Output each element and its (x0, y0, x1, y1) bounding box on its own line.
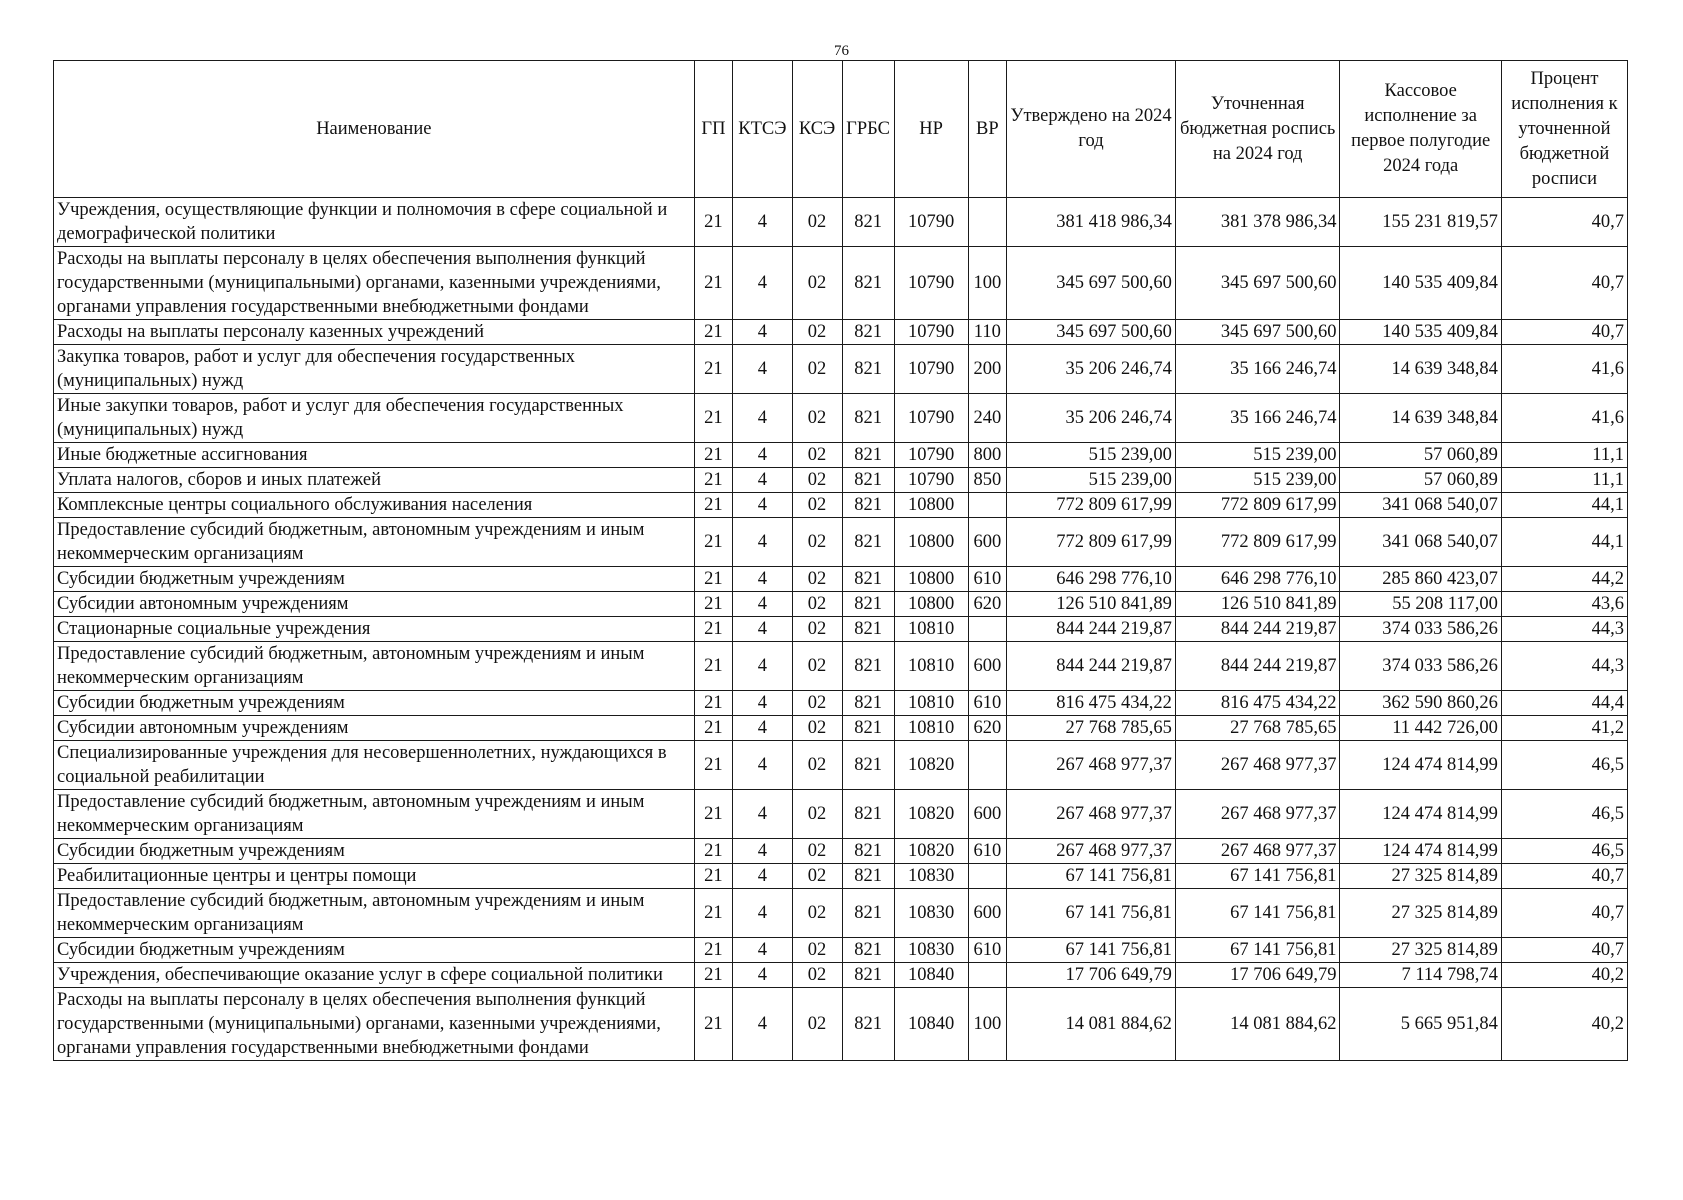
cell-ktse: 4 (733, 518, 792, 567)
cell-grbs: 821 (842, 198, 894, 247)
cell-grbs: 821 (842, 394, 894, 443)
cell-gp: 21 (694, 443, 733, 468)
cell-kse: 02 (792, 567, 842, 592)
cell-ktse: 4 (733, 198, 792, 247)
cell-executed: 124 474 814,99 (1340, 741, 1501, 790)
cell-kse: 02 (792, 394, 842, 443)
cell-refined: 772 809 617,99 (1175, 518, 1340, 567)
cell-kse: 02 (792, 938, 842, 963)
cell-percent: 40,2 (1501, 988, 1627, 1061)
cell-nr: 10840 (894, 988, 968, 1061)
cell-kse: 02 (792, 790, 842, 839)
cell-gp: 21 (694, 320, 733, 345)
cell-percent: 46,5 (1501, 839, 1627, 864)
cell-percent: 40,7 (1501, 198, 1627, 247)
cell-refined: 267 468 977,37 (1175, 741, 1340, 790)
cell-grbs: 821 (842, 320, 894, 345)
cell-gp: 21 (694, 963, 733, 988)
cell-kse: 02 (792, 443, 842, 468)
cell-vr: 620 (968, 716, 1007, 741)
cell-refined: 67 141 756,81 (1175, 938, 1340, 963)
cell-vr: 600 (968, 518, 1007, 567)
cell-approved: 27 768 785,65 (1007, 716, 1176, 741)
cell-gp: 21 (694, 716, 733, 741)
cell-kse: 02 (792, 889, 842, 938)
cell-approved: 267 468 977,37 (1007, 741, 1176, 790)
cell-executed: 140 535 409,84 (1340, 247, 1501, 320)
cell-kse: 02 (792, 642, 842, 691)
cell-vr (968, 963, 1007, 988)
cell-approved: 267 468 977,37 (1007, 790, 1176, 839)
cell-percent: 44,3 (1501, 617, 1627, 642)
cell-name: Иные бюджетные ассигнования (54, 443, 695, 468)
cell-percent: 44,2 (1501, 567, 1627, 592)
cell-approved: 515 239,00 (1007, 468, 1176, 493)
table-row (54, 394, 1628, 443)
cell-name: Предоставление субсидий бюджетным, автономным учреждениям и иным некоммерческим организациям (54, 889, 695, 938)
cell-name: Учреждения, осуществляющие функции и полномочия в сфере социальной и демографической политики (54, 198, 695, 247)
cell-approved: 67 141 756,81 (1007, 864, 1176, 889)
cell-approved: 67 141 756,81 (1007, 889, 1176, 938)
cell-executed: 57 060,89 (1340, 443, 1501, 468)
cell-refined: 17 706 649,79 (1175, 963, 1340, 988)
cell-refined: 515 239,00 (1175, 443, 1340, 468)
cell-vr: 800 (968, 443, 1007, 468)
table-row (54, 518, 1628, 567)
cell-gp: 21 (694, 691, 733, 716)
cell-kse: 02 (792, 592, 842, 617)
cell-nr: 10790 (894, 198, 968, 247)
cell-percent: 41,6 (1501, 345, 1627, 394)
cell-kse: 02 (792, 617, 842, 642)
cell-nr: 10790 (894, 394, 968, 443)
cell-gp: 21 (694, 642, 733, 691)
cell-gp: 21 (694, 617, 733, 642)
cell-refined: 67 141 756,81 (1175, 889, 1340, 938)
cell-percent: 41,2 (1501, 716, 1627, 741)
page-number: 76 (834, 43, 849, 59)
header-executed: Кассовое исполнение за первое полугодие 2024 года (1340, 61, 1501, 198)
cell-percent: 40,7 (1501, 938, 1627, 963)
cell-name: Предоставление субсидий бюджетным, автономным учреждениям и иным некоммерческим организациям (54, 518, 695, 567)
cell-name: Стационарные социальные учреждения (54, 617, 695, 642)
cell-kse: 02 (792, 518, 842, 567)
header-kse: КСЭ (792, 61, 842, 198)
cell-ktse: 4 (733, 617, 792, 642)
cell-approved: 381 418 986,34 (1007, 198, 1176, 247)
cell-approved: 345 697 500,60 (1007, 247, 1176, 320)
cell-refined: 844 244 219,87 (1175, 617, 1340, 642)
cell-kse: 02 (792, 839, 842, 864)
cell-ktse: 4 (733, 963, 792, 988)
cell-name: Расходы на выплаты персоналу казенных учреждений (54, 320, 695, 345)
cell-grbs: 821 (842, 963, 894, 988)
cell-vr: 100 (968, 988, 1007, 1061)
cell-gp: 21 (694, 889, 733, 938)
cell-grbs: 821 (842, 443, 894, 468)
cell-approved: 14 081 884,62 (1007, 988, 1176, 1061)
cell-nr: 10840 (894, 963, 968, 988)
table-row (54, 567, 1628, 592)
header-gp: ГП (694, 61, 733, 198)
cell-executed: 14 639 348,84 (1340, 345, 1501, 394)
cell-ktse: 4 (733, 741, 792, 790)
cell-ktse: 4 (733, 443, 792, 468)
cell-nr: 10810 (894, 691, 968, 716)
cell-grbs: 821 (842, 741, 894, 790)
cell-name: Специализированные учреждения для несовершеннолетних, нуждающихся в социальной реабилитации (54, 741, 695, 790)
cell-grbs: 821 (842, 864, 894, 889)
cell-vr: 610 (968, 938, 1007, 963)
cell-gp: 21 (694, 198, 733, 247)
cell-percent: 11,1 (1501, 443, 1627, 468)
table-row (54, 493, 1628, 518)
cell-executed: 27 325 814,89 (1340, 938, 1501, 963)
cell-ktse: 4 (733, 889, 792, 938)
table-row (54, 691, 1628, 716)
cell-vr: 610 (968, 691, 1007, 716)
cell-name: Субсидии бюджетным учреждениям (54, 567, 695, 592)
cell-percent: 41,6 (1501, 394, 1627, 443)
cell-name: Субсидии бюджетным учреждениям (54, 691, 695, 716)
cell-percent: 43,6 (1501, 592, 1627, 617)
cell-vr: 620 (968, 592, 1007, 617)
cell-name: Расходы на выплаты персоналу в целях обеспечения выполнения функций государственными (муниципальными) органами, казенными учреждениями, органами управления государственными внебюджетными фондами (54, 988, 695, 1061)
cell-ktse: 4 (733, 468, 792, 493)
cell-vr (968, 617, 1007, 642)
table-row (54, 198, 1628, 247)
cell-gp: 21 (694, 592, 733, 617)
cell-grbs: 821 (842, 716, 894, 741)
cell-kse: 02 (792, 493, 842, 518)
cell-executed: 124 474 814,99 (1340, 790, 1501, 839)
cell-nr: 10790 (894, 443, 968, 468)
cell-refined: 67 141 756,81 (1175, 864, 1340, 889)
cell-executed: 11 442 726,00 (1340, 716, 1501, 741)
cell-executed: 27 325 814,89 (1340, 889, 1501, 938)
cell-nr: 10810 (894, 617, 968, 642)
cell-ktse: 4 (733, 345, 792, 394)
table-row (54, 963, 1628, 988)
cell-percent: 40,7 (1501, 889, 1627, 938)
cell-ktse: 4 (733, 247, 792, 320)
cell-nr: 10820 (894, 741, 968, 790)
cell-vr: 600 (968, 889, 1007, 938)
cell-vr (968, 864, 1007, 889)
cell-ktse: 4 (733, 642, 792, 691)
table-row (54, 468, 1628, 493)
cell-executed: 7 114 798,74 (1340, 963, 1501, 988)
table-row (54, 443, 1628, 468)
cell-grbs: 821 (842, 567, 894, 592)
cell-ktse: 4 (733, 790, 792, 839)
cell-executed: 374 033 586,26 (1340, 642, 1501, 691)
cell-grbs: 821 (842, 617, 894, 642)
cell-percent: 40,7 (1501, 864, 1627, 889)
cell-approved: 772 809 617,99 (1007, 518, 1176, 567)
cell-vr: 240 (968, 394, 1007, 443)
cell-executed: 341 068 540,07 (1340, 518, 1501, 567)
table-row (54, 988, 1628, 1061)
table-row (54, 247, 1628, 320)
cell-grbs: 821 (842, 988, 894, 1061)
table-row (54, 864, 1628, 889)
table-row (54, 839, 1628, 864)
cell-grbs: 821 (842, 839, 894, 864)
cell-name: Субсидии автономным учреждениям (54, 716, 695, 741)
cell-approved: 126 510 841,89 (1007, 592, 1176, 617)
cell-ktse: 4 (733, 864, 792, 889)
cell-approved: 646 298 776,10 (1007, 567, 1176, 592)
cell-name: Предоставление субсидий бюджетным, автономным учреждениям и иным некоммерческим организациям (54, 642, 695, 691)
cell-gp: 21 (694, 839, 733, 864)
header-nr: НР (894, 61, 968, 198)
cell-executed: 57 060,89 (1340, 468, 1501, 493)
cell-grbs: 821 (842, 518, 894, 567)
cell-kse: 02 (792, 963, 842, 988)
cell-percent: 46,5 (1501, 741, 1627, 790)
cell-ktse: 4 (733, 716, 792, 741)
cell-kse: 02 (792, 345, 842, 394)
cell-refined: 844 244 219,87 (1175, 642, 1340, 691)
cell-grbs: 821 (842, 493, 894, 518)
cell-executed: 5 665 951,84 (1340, 988, 1501, 1061)
cell-approved: 816 475 434,22 (1007, 691, 1176, 716)
cell-kse: 02 (792, 716, 842, 741)
cell-nr: 10790 (894, 345, 968, 394)
cell-ktse: 4 (733, 988, 792, 1061)
cell-percent: 44,4 (1501, 691, 1627, 716)
cell-nr: 10810 (894, 716, 968, 741)
cell-gp: 21 (694, 345, 733, 394)
cell-executed: 285 860 423,07 (1340, 567, 1501, 592)
cell-approved: 844 244 219,87 (1007, 642, 1176, 691)
cell-nr: 10830 (894, 889, 968, 938)
cell-ktse: 4 (733, 493, 792, 518)
cell-refined: 14 081 884,62 (1175, 988, 1340, 1061)
cell-gp: 21 (694, 864, 733, 889)
cell-kse: 02 (792, 691, 842, 716)
cell-nr: 10800 (894, 592, 968, 617)
cell-grbs: 821 (842, 468, 894, 493)
cell-refined: 345 697 500,60 (1175, 320, 1340, 345)
cell-nr: 10790 (894, 320, 968, 345)
cell-nr: 10790 (894, 468, 968, 493)
table-row (54, 790, 1628, 839)
table-header-row (54, 61, 1628, 198)
cell-kse: 02 (792, 468, 842, 493)
cell-refined: 126 510 841,89 (1175, 592, 1340, 617)
cell-gp: 21 (694, 790, 733, 839)
table-row (54, 345, 1628, 394)
header-percent: Процент исполнения к уточненной бюджетной росписи (1501, 61, 1627, 198)
cell-percent: 44,1 (1501, 493, 1627, 518)
cell-approved: 515 239,00 (1007, 443, 1176, 468)
cell-name: Расходы на выплаты персоналу в целях обеспечения выполнения функций государственными (муниципальными) органами, казенными учреждениями, органами управления государственными внебюджетными фондами (54, 247, 695, 320)
table-row (54, 617, 1628, 642)
cell-percent: 44,1 (1501, 518, 1627, 567)
cell-percent: 40,2 (1501, 963, 1627, 988)
cell-kse: 02 (792, 988, 842, 1061)
table-row (54, 320, 1628, 345)
cell-gp: 21 (694, 988, 733, 1061)
cell-approved: 345 697 500,60 (1007, 320, 1176, 345)
cell-nr: 10830 (894, 938, 968, 963)
cell-grbs: 821 (842, 592, 894, 617)
cell-executed: 55 208 117,00 (1340, 592, 1501, 617)
cell-nr: 10790 (894, 247, 968, 320)
cell-vr (968, 741, 1007, 790)
cell-kse: 02 (792, 741, 842, 790)
cell-name: Субсидии автономным учреждениям (54, 592, 695, 617)
cell-gp: 21 (694, 518, 733, 567)
table-row (54, 642, 1628, 691)
cell-refined: 267 468 977,37 (1175, 839, 1340, 864)
cell-nr: 10800 (894, 518, 968, 567)
cell-percent: 40,7 (1501, 247, 1627, 320)
cell-percent: 40,7 (1501, 320, 1627, 345)
cell-grbs: 821 (842, 345, 894, 394)
cell-vr: 200 (968, 345, 1007, 394)
header-approved: Утверждено на 2024 год (1007, 61, 1176, 198)
cell-kse: 02 (792, 247, 842, 320)
cell-executed: 14 639 348,84 (1340, 394, 1501, 443)
cell-refined: 35 166 246,74 (1175, 345, 1340, 394)
cell-name: Уплата налогов, сборов и иных платежей (54, 468, 695, 493)
header-vr: ВР (968, 61, 1007, 198)
cell-approved: 35 206 246,74 (1007, 345, 1176, 394)
cell-vr: 600 (968, 790, 1007, 839)
cell-executed: 362 590 860,26 (1340, 691, 1501, 716)
cell-vr: 100 (968, 247, 1007, 320)
cell-approved: 267 468 977,37 (1007, 839, 1176, 864)
cell-refined: 35 166 246,74 (1175, 394, 1340, 443)
cell-vr: 850 (968, 468, 1007, 493)
cell-nr: 10800 (894, 493, 968, 518)
cell-gp: 21 (694, 741, 733, 790)
cell-name: Иные закупки товаров, работ и услуг для обеспечения государственных (муниципальных) нужд (54, 394, 695, 443)
cell-ktse: 4 (733, 691, 792, 716)
cell-executed: 341 068 540,07 (1340, 493, 1501, 518)
cell-percent: 11,1 (1501, 468, 1627, 493)
cell-kse: 02 (792, 320, 842, 345)
cell-approved: 772 809 617,99 (1007, 493, 1176, 518)
cell-refined: 646 298 776,10 (1175, 567, 1340, 592)
cell-gp: 21 (694, 468, 733, 493)
cell-kse: 02 (792, 864, 842, 889)
cell-vr: 110 (968, 320, 1007, 345)
cell-gp: 21 (694, 938, 733, 963)
cell-ktse: 4 (733, 320, 792, 345)
cell-approved: 35 206 246,74 (1007, 394, 1176, 443)
cell-gp: 21 (694, 493, 733, 518)
cell-percent: 44,3 (1501, 642, 1627, 691)
cell-grbs: 821 (842, 938, 894, 963)
cell-name: Субсидии бюджетным учреждениям (54, 938, 695, 963)
cell-percent: 46,5 (1501, 790, 1627, 839)
cell-grbs: 821 (842, 247, 894, 320)
budget-execution-table (53, 60, 1628, 1061)
cell-ktse: 4 (733, 938, 792, 963)
cell-executed: 374 033 586,26 (1340, 617, 1501, 642)
cell-grbs: 821 (842, 691, 894, 716)
table-row (54, 889, 1628, 938)
cell-nr: 10800 (894, 567, 968, 592)
cell-nr: 10830 (894, 864, 968, 889)
cell-name: Субсидии бюджетным учреждениям (54, 839, 695, 864)
cell-ktse: 4 (733, 592, 792, 617)
cell-gp: 21 (694, 394, 733, 443)
cell-gp: 21 (694, 567, 733, 592)
cell-name: Реабилитационные центры и центры помощи (54, 864, 695, 889)
cell-refined: 381 378 986,34 (1175, 198, 1340, 247)
cell-refined: 345 697 500,60 (1175, 247, 1340, 320)
header-refined: Уточненная бюджетная роспись на 2024 год (1175, 61, 1340, 198)
cell-approved: 844 244 219,87 (1007, 617, 1176, 642)
cell-approved: 17 706 649,79 (1007, 963, 1176, 988)
table-row (54, 716, 1628, 741)
cell-vr: 610 (968, 839, 1007, 864)
cell-nr: 10820 (894, 839, 968, 864)
table-row (54, 938, 1628, 963)
cell-nr: 10810 (894, 642, 968, 691)
cell-vr (968, 493, 1007, 518)
cell-refined: 267 468 977,37 (1175, 790, 1340, 839)
cell-executed: 155 231 819,57 (1340, 198, 1501, 247)
cell-name: Учреждения, обеспечивающие оказание услуг в сфере социальной политики (54, 963, 695, 988)
cell-refined: 515 239,00 (1175, 468, 1340, 493)
cell-ktse: 4 (733, 839, 792, 864)
cell-executed: 140 535 409,84 (1340, 320, 1501, 345)
cell-ktse: 4 (733, 567, 792, 592)
cell-name: Предоставление субсидий бюджетным, автономным учреждениям и иным некоммерческим организациям (54, 790, 695, 839)
cell-approved: 67 141 756,81 (1007, 938, 1176, 963)
cell-grbs: 821 (842, 790, 894, 839)
table-row (54, 741, 1628, 790)
header-ktse: КТСЭ (733, 61, 792, 198)
header-name: Наименование (54, 61, 695, 198)
cell-nr: 10820 (894, 790, 968, 839)
cell-refined: 816 475 434,22 (1175, 691, 1340, 716)
cell-grbs: 821 (842, 889, 894, 938)
cell-refined: 27 768 785,65 (1175, 716, 1340, 741)
cell-vr: 600 (968, 642, 1007, 691)
table-row (54, 592, 1628, 617)
cell-name: Закупка товаров, работ и услуг для обеспечения государственных (муниципальных) нужд (54, 345, 695, 394)
cell-gp: 21 (694, 247, 733, 320)
cell-executed: 27 325 814,89 (1340, 864, 1501, 889)
cell-name: Комплексные центры социального обслуживания населения (54, 493, 695, 518)
cell-vr: 610 (968, 567, 1007, 592)
cell-ktse: 4 (733, 394, 792, 443)
cell-executed: 124 474 814,99 (1340, 839, 1501, 864)
cell-refined: 772 809 617,99 (1175, 493, 1340, 518)
cell-vr (968, 198, 1007, 247)
cell-grbs: 821 (842, 642, 894, 691)
cell-kse: 02 (792, 198, 842, 247)
header-grbs: ГРБС (842, 61, 894, 198)
